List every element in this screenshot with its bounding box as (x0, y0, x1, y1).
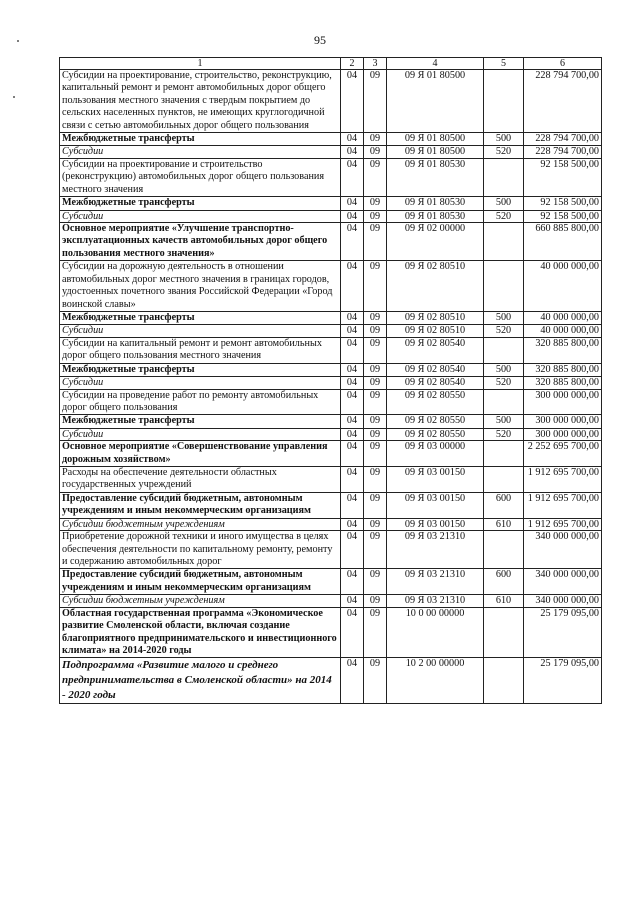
table-row (60, 146, 602, 159)
row-expense-type: 520 (484, 325, 524, 338)
row-subsection: 09 (364, 325, 387, 338)
row-amount: 92 158 500,00 (524, 197, 602, 210)
row-subsection: 09 (364, 70, 387, 133)
row-section: 04 (341, 377, 364, 390)
row-subsection: 09 (364, 428, 387, 441)
row-amount: 2 252 695 700,00 (524, 441, 602, 467)
table-row (60, 428, 602, 441)
column-header: 5 (484, 58, 524, 70)
column-header: 3 (364, 58, 387, 70)
row-expense-type: 500 (484, 197, 524, 210)
row-amount: 228 794 700,00 (524, 133, 602, 146)
row-expense-type: 500 (484, 363, 524, 376)
row-expense-type (484, 607, 524, 658)
row-section: 04 (341, 595, 364, 608)
row-expense-type (484, 70, 524, 133)
row-amount: 92 158 500,00 (524, 158, 602, 196)
row-amount: 40 000 000,00 (524, 311, 602, 324)
table-row (60, 658, 602, 704)
row-target-code: 09 Я 02 80510 (387, 261, 484, 312)
row-subsection: 09 (364, 595, 387, 608)
row-amount: 25 179 095,00 (524, 658, 602, 704)
row-section: 04 (341, 133, 364, 146)
row-subsection: 09 (364, 261, 387, 312)
table-row (60, 325, 602, 338)
row-target-code: 09 Я 01 80530 (387, 210, 484, 223)
row-amount: 320 885 800,00 (524, 337, 602, 363)
row-target-code: 09 Я 02 80510 (387, 311, 484, 324)
row-name: Субсидии (60, 377, 341, 390)
row-subsection: 09 (364, 518, 387, 531)
row-target-code: 09 Я 03 21310 (387, 569, 484, 595)
table-row (60, 158, 602, 196)
table-row (60, 389, 602, 415)
row-target-code: 09 Я 01 80500 (387, 70, 484, 133)
row-section: 04 (341, 467, 364, 493)
row-subsection: 09 (364, 311, 387, 324)
row-name: Субсидии бюджетным учреждениям (60, 518, 341, 531)
row-section: 04 (341, 428, 364, 441)
row-name: Субсидии на проектирование и строительство (реконструкцию) автомобильных дорог общего пользования местного значения (60, 158, 341, 196)
row-subsection: 09 (364, 415, 387, 428)
row-subsection: 09 (364, 197, 387, 210)
row-subsection: 09 (364, 389, 387, 415)
row-amount: 340 000 000,00 (524, 595, 602, 608)
row-target-code: 09 Я 03 00150 (387, 467, 484, 493)
row-amount: 40 000 000,00 (524, 261, 602, 312)
table-row (60, 531, 602, 569)
row-subsection: 09 (364, 492, 387, 518)
table-row (60, 70, 602, 133)
row-subsection: 09 (364, 607, 387, 658)
row-target-code: 09 Я 01 80500 (387, 133, 484, 146)
row-section: 04 (341, 531, 364, 569)
row-name: Подпрограмма «Развитие малого и среднего предпринимательства в Смоленской области» на 2014 - 2020 годы (60, 658, 341, 704)
row-target-code: 09 Я 03 21310 (387, 595, 484, 608)
row-subsection: 09 (364, 363, 387, 376)
row-amount: 92 158 500,00 (524, 210, 602, 223)
table-row (60, 261, 602, 312)
row-subsection: 09 (364, 223, 387, 261)
table-row (60, 377, 602, 390)
column-header: 4 (387, 58, 484, 70)
row-target-code: 09 Я 02 80510 (387, 325, 484, 338)
row-name: Субсидии на дорожную деятельность в отношении автомобильных дорог местного значения в границах городов, удостоенных почетного звания Российской Федерации «Город воинской славы» (60, 261, 341, 312)
row-target-code: 09 Я 03 00150 (387, 492, 484, 518)
row-name: Межбюджетные трансферты (60, 415, 341, 428)
table-body (60, 70, 602, 704)
row-section: 04 (341, 146, 364, 159)
row-subsection: 09 (364, 441, 387, 467)
row-section: 04 (341, 658, 364, 704)
row-name: Субсидии на проведение работ по ремонту автомобильных дорог общего пользования (60, 389, 341, 415)
row-name: Расходы на обеспечение деятельности областных государственных учреждений (60, 467, 341, 493)
row-expense-type: 610 (484, 595, 524, 608)
row-target-code: 09 Я 02 80550 (387, 415, 484, 428)
row-subsection: 09 (364, 658, 387, 704)
budget-table (59, 57, 602, 704)
row-expense-type: 600 (484, 569, 524, 595)
table-row (60, 569, 602, 595)
row-amount: 320 885 800,00 (524, 377, 602, 390)
row-section: 04 (341, 70, 364, 133)
row-section: 04 (341, 261, 364, 312)
row-target-code: 09 Я 02 80550 (387, 428, 484, 441)
table-row (60, 492, 602, 518)
row-expense-type (484, 389, 524, 415)
row-name: Субсидии (60, 146, 341, 159)
row-subsection: 09 (364, 158, 387, 196)
row-target-code: 09 Я 02 80550 (387, 389, 484, 415)
table-row (60, 467, 602, 493)
row-expense-type: 500 (484, 311, 524, 324)
row-section: 04 (341, 210, 364, 223)
table-row (60, 311, 602, 324)
column-header: 6 (524, 58, 602, 70)
table-header-row (60, 58, 602, 70)
row-target-code: 09 Я 03 00000 (387, 441, 484, 467)
table-row (60, 337, 602, 363)
row-expense-type (484, 223, 524, 261)
row-amount: 228 794 700,00 (524, 70, 602, 133)
row-amount: 1 912 695 700,00 (524, 518, 602, 531)
table-row (60, 363, 602, 376)
row-expense-type: 520 (484, 146, 524, 159)
table-row (60, 595, 602, 608)
row-section: 04 (341, 441, 364, 467)
row-target-code: 09 Я 03 00150 (387, 518, 484, 531)
table-row (60, 441, 602, 467)
row-section: 04 (341, 311, 364, 324)
row-name: Основное мероприятие «Совершенствование управления дорожным хозяйством» (60, 441, 341, 467)
row-expense-type (484, 441, 524, 467)
row-target-code: 09 Я 01 80530 (387, 158, 484, 196)
row-expense-type (484, 261, 524, 312)
row-amount: 300 000 000,00 (524, 389, 602, 415)
row-section: 04 (341, 158, 364, 196)
row-amount: 1 912 695 700,00 (524, 467, 602, 493)
row-expense-type (484, 158, 524, 196)
row-expense-type: 520 (484, 377, 524, 390)
row-target-code: 09 Я 02 00000 (387, 223, 484, 261)
row-name: Предоставление субсидий бюджетным, автономным учреждениям и иным некоммерческим организациям (60, 569, 341, 595)
column-header: 1 (60, 58, 341, 70)
table-row (60, 223, 602, 261)
row-expense-type: 500 (484, 415, 524, 428)
row-name: Межбюджетные трансферты (60, 133, 341, 146)
row-section: 04 (341, 325, 364, 338)
row-subsection: 09 (364, 133, 387, 146)
row-subsection: 09 (364, 210, 387, 223)
table-row (60, 197, 602, 210)
row-name: Основное мероприятие «Улучшение транспортно-эксплуатационных качеств автомобильных дорог общего пользования местного значения» (60, 223, 341, 261)
row-name: Приобретение дорожной техники и иного имущества в целях обеспечения деятельности по капитальному ремонту, ремонту и содержанию автомобильных дорог (60, 531, 341, 569)
row-target-code: 10 2 00 00000 (387, 658, 484, 704)
row-amount: 300 000 000,00 (524, 428, 602, 441)
row-target-code: 09 Я 01 80530 (387, 197, 484, 210)
scan-speck (13, 96, 15, 98)
row-name: Межбюджетные трансферты (60, 197, 341, 210)
row-name: Субсидии бюджетным учреждениям (60, 595, 341, 608)
row-section: 04 (341, 492, 364, 518)
table-row (60, 518, 602, 531)
row-name: Межбюджетные трансферты (60, 311, 341, 324)
row-expense-type (484, 467, 524, 493)
row-target-code: 09 Я 01 80500 (387, 146, 484, 159)
row-amount: 660 885 800,00 (524, 223, 602, 261)
row-amount: 340 000 000,00 (524, 569, 602, 595)
row-subsection: 09 (364, 531, 387, 569)
scan-speck (17, 40, 19, 42)
row-name: Субсидии на капитальный ремонт и ремонт автомобильных дорог общего пользования местного значения (60, 337, 341, 363)
row-expense-type (484, 658, 524, 704)
row-expense-type: 600 (484, 492, 524, 518)
row-name: Предоставление субсидий бюджетным, автономным учреждениям и иным некоммерческим организациям (60, 492, 341, 518)
row-amount: 40 000 000,00 (524, 325, 602, 338)
row-section: 04 (341, 415, 364, 428)
row-section: 04 (341, 607, 364, 658)
row-name: Межбюджетные трансферты (60, 363, 341, 376)
row-expense-type: 500 (484, 133, 524, 146)
row-target-code: 09 Я 02 80540 (387, 377, 484, 390)
row-amount: 320 885 800,00 (524, 363, 602, 376)
row-amount: 228 794 700,00 (524, 146, 602, 159)
row-section: 04 (341, 337, 364, 363)
page-number: 95 (314, 33, 326, 47)
row-section: 04 (341, 389, 364, 415)
row-target-code: 10 0 00 00000 (387, 607, 484, 658)
table-row (60, 133, 602, 146)
row-section: 04 (341, 569, 364, 595)
row-subsection: 09 (364, 146, 387, 159)
row-name: Областная государственная программа «Экономическое развитие Смоленской области, включая создание благоприятного предпринимательского и инвестиционного климата» на 2014-2020 годы (60, 607, 341, 658)
row-section: 04 (341, 518, 364, 531)
row-expense-type: 520 (484, 210, 524, 223)
row-expense-type (484, 531, 524, 569)
row-amount: 340 000 000,00 (524, 531, 602, 569)
row-name: Субсидии (60, 325, 341, 338)
row-name: Субсидии (60, 210, 341, 223)
row-target-code: 09 Я 02 80540 (387, 337, 484, 363)
row-section: 04 (341, 197, 364, 210)
row-expense-type: 520 (484, 428, 524, 441)
table-row (60, 210, 602, 223)
column-header: 2 (341, 58, 364, 70)
row-subsection: 09 (364, 337, 387, 363)
table-row (60, 415, 602, 428)
row-subsection: 09 (364, 377, 387, 390)
row-name: Субсидии на проектирование, строительство, реконструкцию, капитальный ремонт и ремонт автомобильных дорог общего пользования местного значения с твердым покрытием до сельских населенных пунктов, не имеющих круглогодичной связи с сетью автомобильных дорог общего пользования (60, 70, 341, 133)
row-amount: 25 179 095,00 (524, 607, 602, 658)
table-row (60, 607, 602, 658)
row-name: Субсидии (60, 428, 341, 441)
row-target-code: 09 Я 02 80540 (387, 363, 484, 376)
row-amount: 300 000 000,00 (524, 415, 602, 428)
row-section: 04 (341, 223, 364, 261)
row-target-code: 09 Я 03 21310 (387, 531, 484, 569)
row-subsection: 09 (364, 569, 387, 595)
row-amount: 1 912 695 700,00 (524, 492, 602, 518)
row-expense-type (484, 337, 524, 363)
row-expense-type: 610 (484, 518, 524, 531)
row-subsection: 09 (364, 467, 387, 493)
row-section: 04 (341, 363, 364, 376)
